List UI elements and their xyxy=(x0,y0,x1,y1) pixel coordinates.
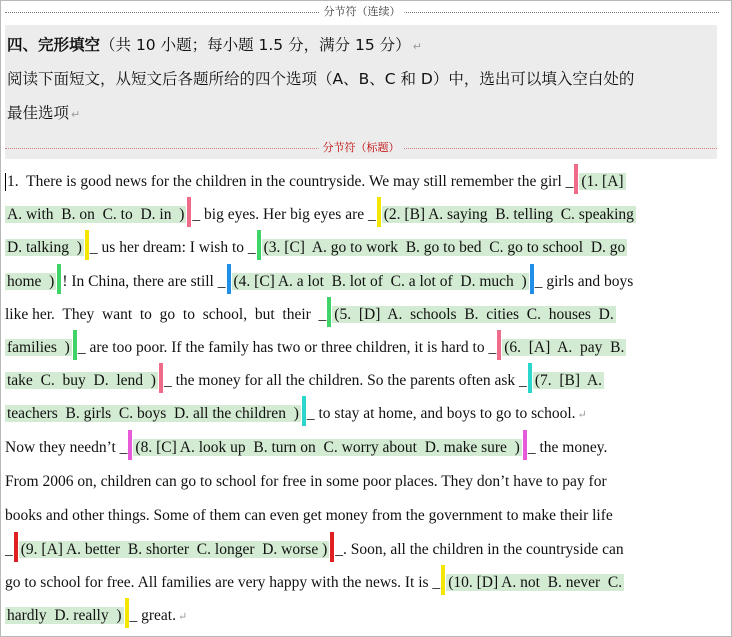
passage-line-2 xyxy=(5,203,717,227)
content-control-bracket-icon xyxy=(530,264,534,294)
passage-text: go to school for free. All families are very happy with the news. It is _ xyxy=(5,574,441,591)
answer-block-5[interactable]: (5. [D] A. schools B. cities C. houses D. xyxy=(334,306,614,323)
passage-text: _ the money for all the children. So the parents often ask _ xyxy=(163,372,527,389)
content-control-bracket-icon xyxy=(227,264,231,294)
content-control-bracket-icon xyxy=(85,230,89,260)
passage-line-5 xyxy=(5,303,717,327)
passage-text: 1. There is good news for the children in the countryside. We may still remember the girl _ xyxy=(7,173,574,190)
content-control-bracket-icon xyxy=(128,430,132,460)
content-control-bracket-icon xyxy=(528,363,532,393)
content-control-bracket-icon xyxy=(73,330,77,360)
answer-block-4[interactable]: (4. [C] A. a lot B. lot of C. a lot of D. much ) xyxy=(233,273,527,290)
passage-line-11 xyxy=(5,504,717,528)
content-control-bracket-icon xyxy=(523,430,527,460)
answer-block-7[interactable]: teachers B. girls C. boys D. all the children ) xyxy=(7,405,299,422)
answer-block-6[interactable]: take C. buy D. lend ) xyxy=(7,372,156,389)
paragraph-mark-icon: ↵ xyxy=(412,40,422,53)
instruction-line-2 xyxy=(7,101,80,127)
answer-block-7[interactable]: (7. [B] A. xyxy=(534,372,602,389)
content-control-bracket-icon xyxy=(497,330,501,360)
instruction-line-1: 阅读下面短文，从短文后各题所给的四个选项（A、B、C 和 D）中，选出可以填入空白处的 xyxy=(7,70,635,88)
section-break-continuous xyxy=(5,5,719,19)
passage-text: _ big eyes. Her big eyes are _ xyxy=(192,206,376,223)
section-break-label: 分节符（连续） xyxy=(320,5,405,19)
passage-text: Now they needn’t _ xyxy=(5,439,128,456)
instruction-line-2-text: 最佳选项 xyxy=(7,104,70,122)
paragraph-mark-icon: ↵ xyxy=(177,611,188,623)
section-title-bold: 四、完形填空 xyxy=(7,36,101,54)
passage-line-1 xyxy=(5,170,717,194)
content-control-bracket-icon xyxy=(257,230,261,260)
content-control-bracket-icon xyxy=(441,565,445,595)
content-control-bracket-icon xyxy=(159,363,163,393)
content-control-bracket-icon xyxy=(574,164,578,194)
passage-text: books and other things. Some of them can even get money from the government to make their life xyxy=(5,507,613,524)
passage-line-4 xyxy=(5,270,717,294)
passage-text: _ great. xyxy=(129,607,176,624)
section-break-heading xyxy=(5,141,717,155)
answer-block-1[interactable]: A. with B. on C. to D. in ) xyxy=(7,206,185,223)
content-control-bracket-icon xyxy=(327,297,331,327)
answer-block-3[interactable]: home ) xyxy=(7,273,55,290)
section-title xyxy=(7,33,422,59)
passage-line-10 xyxy=(5,470,717,494)
section-title-rest: （共 10 小题；每小题 1.5 分，满分 15 分） xyxy=(100,36,411,54)
passage-text: like her. They want to go to school, but their _ xyxy=(5,306,327,323)
passage-line-3 xyxy=(5,236,717,260)
content-control-bracket-icon xyxy=(187,197,191,227)
answer-block-10[interactable]: (10. [D] A. not B. never C. xyxy=(448,574,623,591)
content-control-bracket-icon xyxy=(377,197,381,227)
content-control-bracket-icon xyxy=(302,396,306,426)
passage-text: _ xyxy=(5,541,13,558)
passage-text: _ the money. xyxy=(527,439,608,456)
question-header xyxy=(5,25,717,159)
passage-text: _ girls and boys xyxy=(534,273,634,290)
answer-block-3[interactable]: (3. [C] A. go to work B. go to bed C. go to school D. go xyxy=(263,239,626,256)
paragraph-mark-icon: ↵ xyxy=(577,409,587,421)
content-control-bracket-icon xyxy=(330,532,334,562)
content-control-bracket-icon xyxy=(125,598,129,628)
answer-block-5[interactable]: families ) xyxy=(7,339,70,356)
section-break-label: 分节符（标题） xyxy=(319,141,404,155)
answer-block-8[interactable]: (8. [C] A. look up B. turn on C. worry about D. make sure ) xyxy=(135,439,520,456)
passage-line-13 xyxy=(5,571,717,595)
paragraph-mark-icon: ↵ xyxy=(71,108,81,121)
passage-line-9 xyxy=(5,436,717,460)
passage-line-14 xyxy=(5,604,717,628)
passage-text: _ to stay at home, and boys to go to school. xyxy=(306,405,576,422)
passage-line-12 xyxy=(5,538,717,562)
passage-text: ! In China, there are still _ xyxy=(62,273,226,290)
passage-line-6 xyxy=(5,336,717,360)
passage-text: From 2006 on, children can go to school for free in some poor places. They don’t have to pay for xyxy=(5,473,607,490)
answer-block-2[interactable]: D. talking ) xyxy=(7,239,82,256)
passage-text: _ are too poor. If the family has two or three children, it is hard to _ xyxy=(77,339,497,356)
passage-text: _. Soon, all the children in the countryside can xyxy=(335,541,624,558)
passage-line-8 xyxy=(5,402,717,426)
answer-block-6[interactable]: (6. [A] A. pay B. xyxy=(504,339,625,356)
text-cursor xyxy=(5,173,6,191)
answer-block-1[interactable]: (1. [A] xyxy=(581,173,624,190)
content-control-bracket-icon xyxy=(57,264,61,294)
answer-block-9[interactable]: (9. [A] A. better B. shorter C. longer D. worse ) xyxy=(20,541,328,558)
passage-text: _ us her dream: I wish to _ xyxy=(89,239,256,256)
content-control-bracket-icon xyxy=(14,532,18,562)
answer-block-10[interactable]: hardly D. really ) xyxy=(7,607,122,624)
answer-block-2[interactable]: (2. [B] A. saying B. telling C. speaking xyxy=(383,206,634,223)
passage-line-7 xyxy=(5,369,717,393)
